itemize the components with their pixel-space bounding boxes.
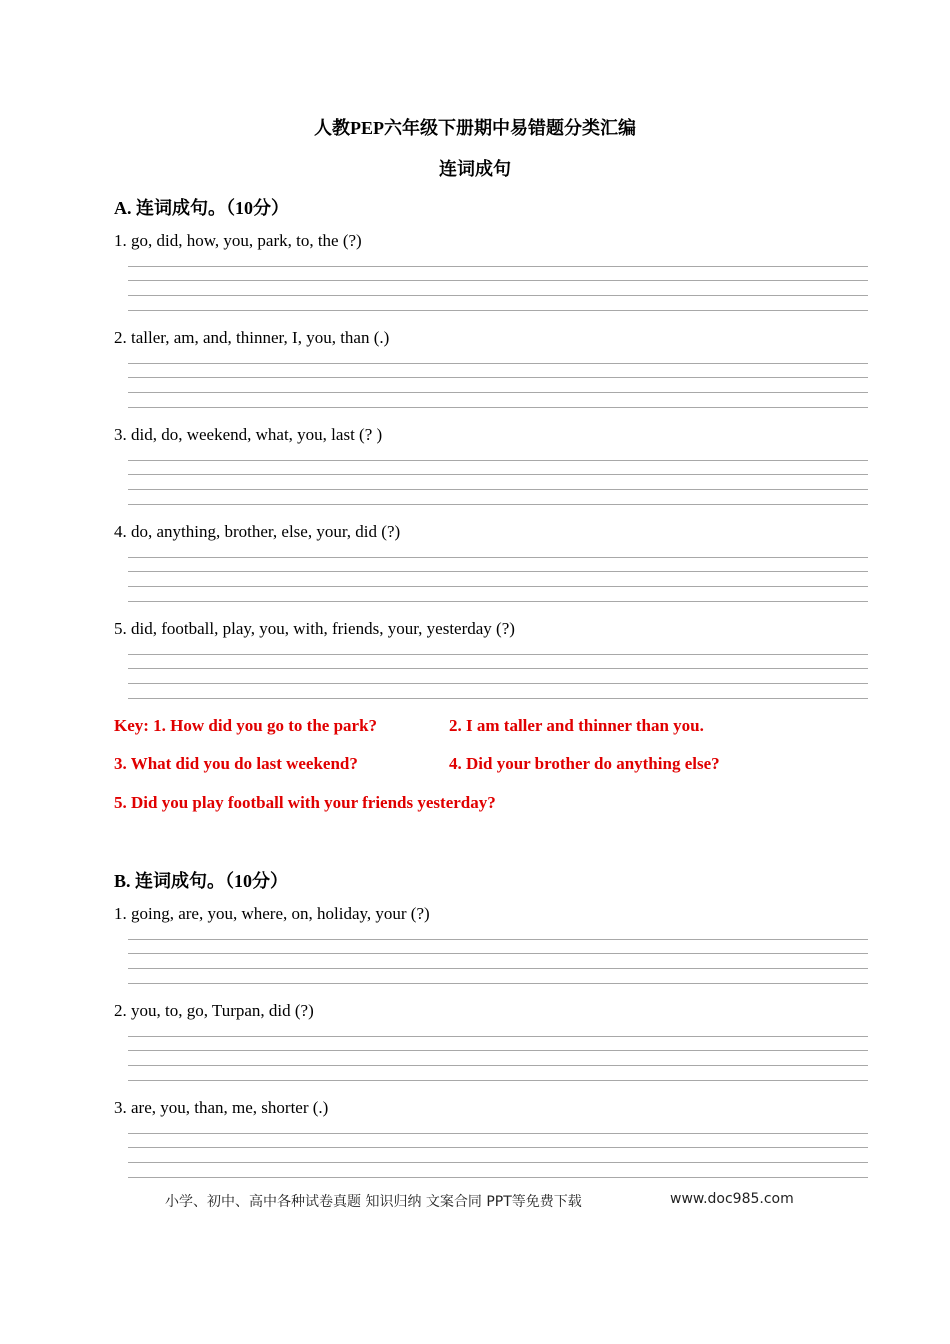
question-b2: 2. you, to, go, Turpan, did (?) [114,1001,314,1020]
answer-lines-b3 [128,1133,868,1178]
footer-text: 小学、初中、高中各种试卷真题 知识归纳 文案合同 PPT等免费下载 [165,1194,582,1210]
page-title: 人教PEP六年级下册期中易错题分类汇编 [314,118,636,138]
question-a2: 2. taller, am, and, thinner, I, you, than (.) [114,328,390,347]
answer-key-2: 2. I am taller and thinner than you. [449,716,704,735]
answer-lines-a2 [128,363,868,408]
question-a1: 1. go, did, how, you, park, to, the (?) [114,231,362,250]
answer-lines-b1 [128,939,868,984]
question-b1: 1. going, are, you, where, on, holiday, your (?) [114,904,430,923]
answer-lines-a1 [128,266,868,311]
question-a5: 5. did, football, play, you, with, friends, your, yesterday (?) [114,619,515,638]
answer-key-5: 5. Did you play football with your friends yesterday? [114,793,496,812]
page-subtitle: 连词成句 [439,159,511,179]
answer-lines-a4 [128,557,868,602]
question-b3: 3. are, you, than, me, shorter (.) [114,1098,329,1117]
section-a-heading: A. 连词成句。（10分） [114,198,289,218]
answer-lines-b2 [128,1036,868,1081]
footer-link[interactable]: www.doc985.com [670,1191,794,1207]
answer-key-1: Key: 1. How did you go to the park? [114,716,378,735]
question-a3: 3. did, do, weekend, what, you, last (? ) [114,425,383,444]
answer-lines-a3 [128,460,868,505]
answer-key-3: 3. What did you do last weekend? [114,754,358,773]
section-b-heading: B. 连词成句。（10分） [114,871,289,891]
answer-key-4: 4. Did your brother do anything else? [449,754,720,773]
answer-lines-a5 [128,654,868,699]
question-a4: 4. do, anything, brother, else, your, did (?) [114,522,401,541]
